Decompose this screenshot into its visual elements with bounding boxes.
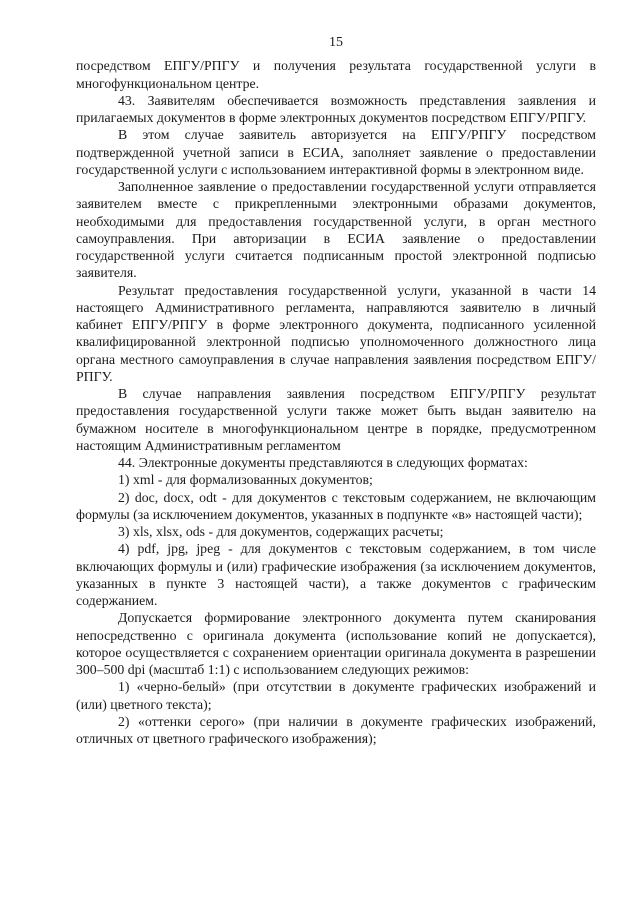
list-item-xls: 3) xls, xlsx, ods - для документов, содержащих расчеты; [118, 524, 444, 539]
paragraph-scanning: Допускается формирование электронного документа путем сканирования непосредственно с оригинала документа (использование копий не допускается), которое осуществляется с сохранением ориентации оригинала документа в разрешении 300–500 dpi (масштаб 1:1) с использованием следующих режимов: [76, 610, 596, 677]
document-body [76, 57, 596, 747]
document-page [76, 34, 596, 747]
list-item-black-white: 1) «черно-белый» (при отсутствии в документе графических изображений и (или) цветного текста); [76, 679, 596, 712]
paragraph-clause-44: 44. Электронные документы представляются в следующих форматах: [118, 455, 528, 470]
paragraph-clause-43: 43. Заявителям обеспечивается возможность представления заявления и прилагаемых документов в форме электронных документов посредством ЕПГУ/РПГУ. [76, 92, 596, 125]
paragraph-continuation: посредством ЕПГУ/РПГУ и получения результата государственной услуги в многофункциональном центре. [76, 58, 596, 91]
list-item-doc: 2) doc, docx, odt - для документов с текстовым содержанием, не включающим формулы (за исключением документов, указанных в подпункте «в» настоящей части); [76, 489, 596, 522]
page-number: 15 [329, 35, 343, 50]
paragraph-submission: Заполненное заявление о предоставлении государственной услуги отправляется заявителем вместе с прикрепленными электронными образами документов, необходимыми для предоставления государственной услуги, в орган местного самоуправления. При авторизации в ЕСИА заявление о предоставлении государственной услуги считается подписанным простой электронной подписью заявителя. [76, 179, 596, 281]
paragraph-paper-result: В случае направления заявления посредством ЕПГУ/РПГУ результат предоставления государственной услуги также может быть выдан заявителю на бумажном носителе в многофункциональном центре в порядке, предусмотренном настоящим Административным регламентом [76, 386, 596, 453]
list-item-pdf: 4) pdf, jpg, jpeg - для документов с текстовым содержанием, в том числе включающих формулы и (или) графические изображения (за исключением документов, указанных в пункте 3 настоящей части), а также документов с графическим содержанием. [76, 541, 596, 608]
paragraph-result-delivery: Результат предоставления государственной услуги, указанной в части 14 настоящего Административного регламента, направляются заявителю в личный кабинет ЕПГУ/РПГУ в форме электронного документа, подписанного усиленной квалифицированной электронной подписью уполномоченного должностного лица органа местного самоуправления в случае направления заявления посредством ЕПГУ/РПГУ. [76, 282, 596, 384]
list-item-grayscale: 2) «оттенки серого» (при наличии в документе графических изображений, отличных от цветного графического изображения); [76, 713, 596, 746]
list-item-xml: 1) xml - для формализованных документов; [118, 472, 373, 488]
paragraph-authorization: В этом случае заявитель авторизуется на ЕПГУ/РПГУ посредством подтвержденной учетной записи в ЕСИА, заполняет заявление о предоставлении государственной услуги с использованием интерактивной формы в электронном виде. [76, 127, 596, 177]
